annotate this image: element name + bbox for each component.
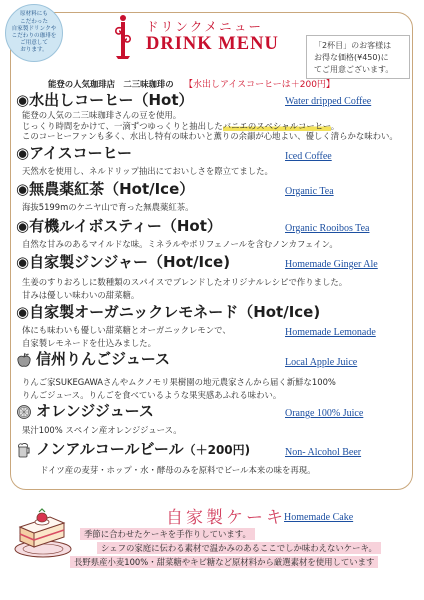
badge-line: おります。 [20, 47, 48, 54]
intro-text: 能登の人気珈琲店 二三味珈琲の [48, 79, 174, 89]
item-description [22, 239, 338, 250]
description-text: 。 [330, 120, 340, 131]
item-description [22, 110, 398, 142]
item-description-line: 能登の人気の二三味珈琲さんの豆を使用。 [22, 110, 182, 120]
item-description-line: 体にも味わいも優しい甜菜糖とオーガニックレモンで、 [22, 325, 231, 335]
notice-line: お得な価格(¥450)に [314, 53, 389, 62]
item-title: ◉無農薬紅茶（Hot/Ice） [16, 180, 195, 198]
item-title-text: ノンアルコールビール [36, 440, 184, 458]
notice-line: てご用意ございます。 [314, 65, 394, 74]
item-description-line [22, 121, 398, 132]
menu-title-japanese: ドリンクメニュー [146, 19, 264, 34]
item-description [22, 202, 194, 213]
item-title: ◉アイスコーヒー [16, 144, 132, 162]
notice-line: 「2杯目」のお客様は [314, 41, 392, 50]
item-description [22, 276, 347, 302]
item-title: ◉自家製オーガニックレモネード（Hot/Ice) [16, 303, 321, 321]
item-description-line: 生姜のすりおろしに数種類のスパイスでブレンドしたオリジナルレシピで作りました。 [22, 277, 348, 287]
item-price-note: （＋200円) [183, 443, 251, 457]
item-description [40, 464, 315, 477]
item-english-name: Orange 100% Juice [285, 408, 364, 419]
menu-title-english: DRINK MENU [146, 34, 279, 54]
item-english-name: Homemade Lemonade [285, 327, 376, 338]
item-description-line: 天然水を使用し、ネルドリップ抽出にておいしさを際立てました。 [22, 166, 273, 176]
item-english-name: Non- Alcohol Beer [285, 447, 362, 458]
item-english-name: Water dripped Coffee [285, 96, 372, 107]
item-title [36, 440, 250, 459]
cake-icon [12, 497, 74, 561]
cake-description-line: 季節に合わせたケーキを手作りしています。 [80, 528, 255, 540]
item-description-line: ドイツ産の麦芽・ホップ・水・酵母のみを原料でビール本来の味を再現。 [40, 465, 316, 475]
item-english-name: Iced Coffee [285, 151, 332, 162]
item-description-line: 自家製レモネードを仕込みました。 [22, 338, 156, 348]
cake-english-name: Homemade Cake [284, 512, 354, 523]
badge-line: 原材料にも [20, 11, 48, 18]
cake-description-line: シェフの家庭に伝わる素材で温かみのあるここでしか味わえないケーキ。 [97, 542, 381, 554]
apple-icon [16, 352, 32, 368]
item-description-line: 自然な甘みのあるマイルドな味。ミネラルやポリフェノールを含むノンカフェイン。 [22, 239, 338, 249]
item-description [22, 324, 231, 350]
item-title: ◉水出しコーヒー（Hot） [16, 91, 194, 109]
item-description [22, 376, 336, 402]
item-description [22, 166, 273, 177]
item-title: ◉自家製ジンジャー（Hot/Ice) [16, 253, 231, 271]
second-cup-notice [306, 35, 410, 79]
item-description [22, 424, 182, 437]
item-description-line: このコーヒーファンも多く、水出し特有の味わいと薫りの余韻が心地よい、優しく清らかな味わい。 [22, 131, 398, 141]
item-english-name: Organic Rooibos Tea [285, 223, 370, 234]
beer-icon [16, 442, 32, 458]
cake-title: 自家製ケーキ [166, 508, 286, 528]
item-english-name: Homemade Ginger Ale [285, 259, 378, 270]
ingredients-badge [5, 4, 63, 62]
item-description-line: 果汁100% スペイン産オレンジジュース。 [22, 425, 182, 435]
item-description-line: りんご家SUKEGAWAさんやムクノモリ果樹園の地元農家さんから届く新鮮な100% [22, 377, 336, 387]
item-description-line: りんごジュース。りんごを食べているような果実感あふれる味わい。 [22, 390, 282, 400]
item-title: オレンジジュース [36, 402, 154, 420]
item-english-name: Organic Tea [285, 186, 334, 197]
badge-line: 自家製ドリンクや [11, 25, 57, 32]
orange-icon [16, 404, 32, 420]
badge-line: こだわりの珈琲を [11, 33, 57, 39]
drink-logo-icon [112, 14, 134, 60]
badge-line: ご用意して [20, 40, 48, 47]
item-description-line: 甘みは優しい味わいの甜菜糖。 [22, 290, 140, 300]
description-text: じっくり時間をかけて、一滴ずつゆっくりと抽出した [22, 120, 223, 131]
cake-description-line: 長野県産小麦100%・甜菜糖やキビ糖など原材料から厳選素材を使用しています [70, 556, 378, 568]
item-title: 信州りんごジュース [36, 350, 170, 368]
badge-line: こだわった [20, 18, 48, 25]
item-title: ◉有機ルイボスティー（Hot） [16, 217, 222, 235]
item-description-line: 海抜5199mのケニヤ山で育った無農薬紅茶。 [22, 202, 194, 212]
item-english-name: Local Apple Juice [285, 357, 358, 368]
highlighted-text: バニエのスペシャルコーヒー [222, 120, 331, 131]
price-note: 【水出しアイスコーヒーは＋200円】 [184, 80, 335, 90]
